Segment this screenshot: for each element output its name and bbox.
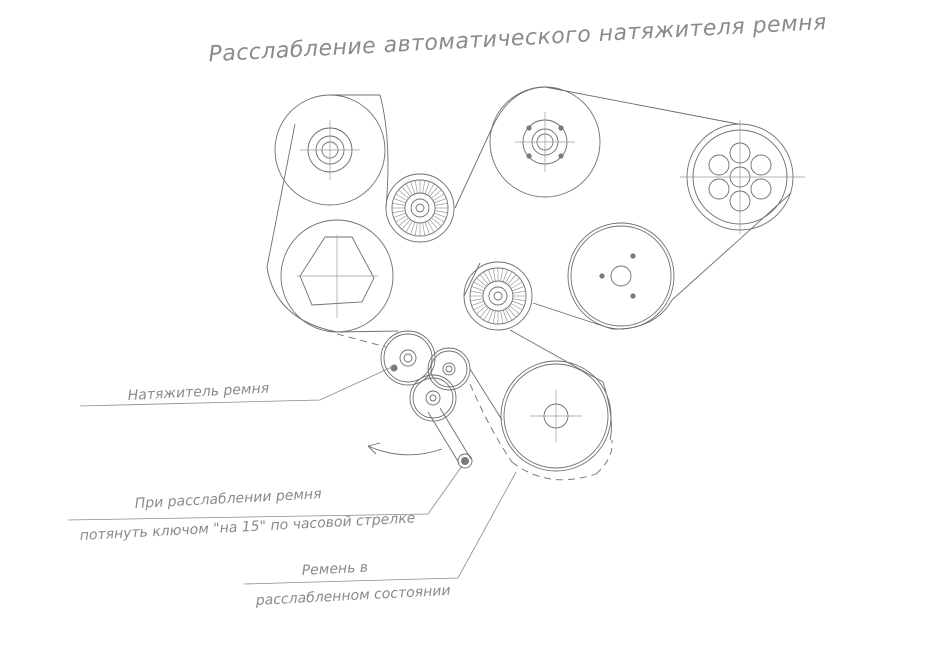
pulley-fin bbox=[423, 223, 425, 236]
bolt-icon bbox=[630, 253, 635, 258]
pulley-fin bbox=[508, 275, 516, 285]
pulley-fin bbox=[415, 180, 417, 193]
pulley-fin bbox=[513, 291, 526, 293]
wrench-point-icon bbox=[461, 457, 469, 465]
pulley-fin bbox=[392, 211, 405, 213]
idler-pulley-lower bbox=[464, 262, 532, 330]
pulley-fin bbox=[509, 306, 519, 314]
pulley-fin bbox=[501, 311, 503, 324]
bolt-icon bbox=[391, 365, 398, 372]
instruction-label-line2: потянуть ключом "на 15" по часовой стрелке bbox=[79, 510, 416, 544]
label-tensioner bbox=[80, 366, 394, 406]
pulley-right bbox=[680, 120, 805, 234]
belt-relaxed bbox=[337, 334, 612, 480]
pulley-fin bbox=[477, 278, 487, 286]
pulley-fin bbox=[431, 190, 441, 198]
pulley-fin bbox=[435, 211, 448, 213]
pulley-fin bbox=[430, 219, 438, 229]
pulley-fin bbox=[402, 219, 410, 229]
diagram-title: Расслабление автоматического натяжителя ремня bbox=[207, 10, 828, 68]
pulley-fin bbox=[430, 187, 438, 197]
bolt-icon bbox=[526, 125, 531, 130]
pulley-fin bbox=[470, 299, 483, 301]
pulley-fin bbox=[480, 307, 488, 317]
bolt-icon bbox=[558, 153, 563, 158]
pulley-fin bbox=[501, 268, 503, 281]
belt-label-line2: расслабленном состоянии bbox=[255, 582, 451, 609]
bolt-icon bbox=[526, 153, 531, 158]
pulley-fin bbox=[477, 306, 487, 314]
pulley-fin bbox=[470, 291, 483, 293]
pulley-fin bbox=[399, 218, 409, 226]
tensioner-label: Натяжитель ремня bbox=[127, 380, 270, 404]
pulley-fin bbox=[402, 187, 410, 197]
pulley-fin bbox=[513, 299, 526, 301]
belt bbox=[267, 87, 791, 440]
pulley-fin bbox=[508, 307, 516, 317]
idler-pulley-upper bbox=[386, 174, 454, 242]
pulley-fin bbox=[493, 311, 495, 324]
pulley-fin bbox=[415, 223, 417, 236]
pulley-left-middle bbox=[281, 220, 393, 332]
rotation-arrow-icon bbox=[368, 443, 442, 455]
belt-tensioner bbox=[381, 331, 472, 468]
pulley-fin bbox=[435, 203, 448, 205]
pulley-fin bbox=[423, 180, 425, 193]
pulley-right-middle bbox=[568, 223, 674, 329]
pulley-fin bbox=[392, 203, 405, 205]
pulley-fin bbox=[480, 275, 488, 285]
pulley-fin bbox=[509, 278, 519, 286]
belt-label-line1: Ремень в bbox=[301, 559, 369, 579]
bolt-icon bbox=[630, 293, 635, 298]
pulley-top-left bbox=[275, 95, 385, 205]
pulley-fin bbox=[431, 218, 441, 226]
bolt-icon bbox=[558, 125, 563, 130]
bolt-icon bbox=[599, 273, 604, 278]
instruction-label-line1: При расслаблении ремня bbox=[134, 486, 322, 512]
pulley-top-center bbox=[490, 87, 600, 197]
label-instruction bbox=[68, 466, 462, 544]
pulley-fin bbox=[493, 268, 495, 281]
pulley-fin bbox=[399, 190, 409, 198]
